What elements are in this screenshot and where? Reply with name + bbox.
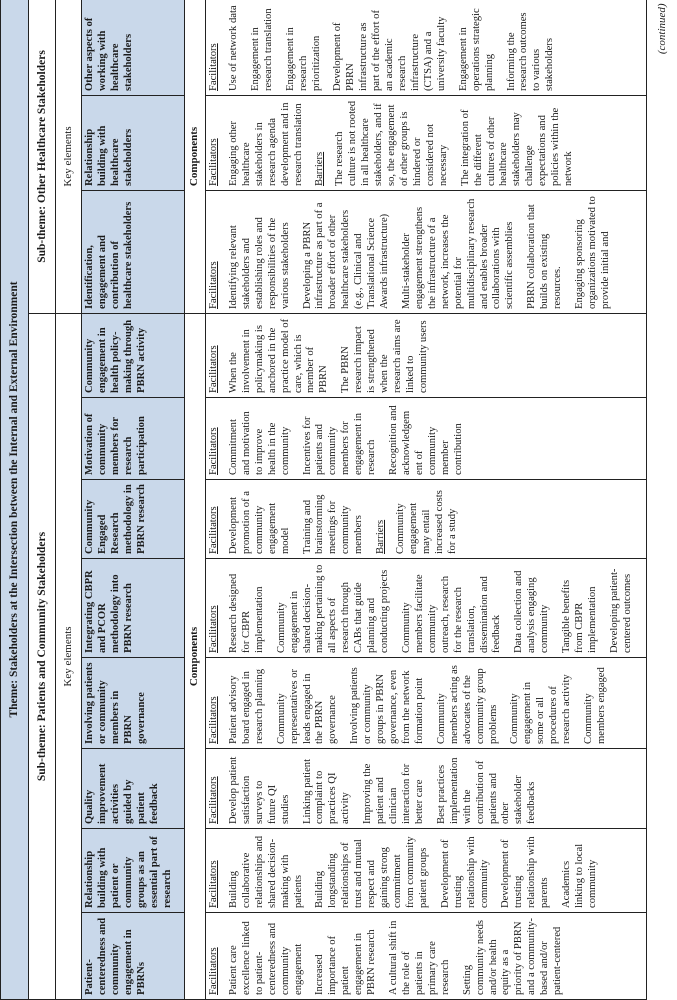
list-item: When the involvement in policymaking is anchored in the practice model of care, which is member of PBRN xyxy=(227,318,330,393)
list-item: Multi-stakeholder engagement strengthens the infrastructure of a network, increases the potential for multidisciplinary research and enables broader collaborations with scientific assemblies xyxy=(400,198,516,309)
list-item: Community members engaged xyxy=(583,667,607,744)
list-item: A cultural shift in the role of patients in primary care research xyxy=(388,920,451,995)
key-elements-label: Key elements xyxy=(56,314,82,1000)
column-content xyxy=(206,398,647,480)
list-item: Engaging sponsoring organizations motivated to provide initial and xyxy=(574,196,611,309)
column-header: Relationship building with healthcare stakeholders xyxy=(82,96,185,191)
column-header-row xyxy=(82,0,185,1000)
subtheme-patients-community: Sub-theme: Patients and Community Stakeholders xyxy=(29,314,56,1000)
section-label: Facilitators xyxy=(208,947,219,995)
components-label: Components xyxy=(185,314,206,1000)
column-header: Community Engaged Research methodology in PBRN research xyxy=(82,480,185,559)
list-item: Academics linking to local community xyxy=(561,843,598,908)
column-header: Relationship building with patient or community groups as an essential part of research xyxy=(82,829,185,913)
list-item: Use of network data xyxy=(227,5,239,91)
column-header: Quality improvement activities guided by patient feedback xyxy=(82,749,185,829)
list-item: Developing patient-centered outcomes xyxy=(608,568,633,653)
section-label: Barriers xyxy=(314,151,326,186)
list-item: Community members facilitate community outreach, research for the research translation, dissemination and feedback xyxy=(400,574,503,653)
list-item: Training and brainstorming meetings for community members xyxy=(301,494,365,554)
column-content xyxy=(206,559,647,658)
list-item: Community engagement in some or all procedures of research activity xyxy=(509,674,573,744)
column-header: Patient-centeredness and community engagement in PBRNs xyxy=(82,913,185,1000)
theme-title: Theme: Stakeholders at the Intersection between the Internal and External Environment xyxy=(1,0,29,1000)
column-header: Motivation of community members for research participation xyxy=(82,398,185,480)
list-item: Incentives for patients and community members for engagement in research xyxy=(301,412,378,475)
section-label: Facilitators xyxy=(208,506,219,554)
list-item: Community engagement in shared decision-making pertaining to all aspects of research through CABs that guide planning and conducting projects xyxy=(275,564,391,653)
section-label: Facilitators xyxy=(208,605,219,653)
list-item: Development of PBRN infrastructure as part of the effort of an academic research infrastructure (CTSA) and a university faculty xyxy=(332,10,447,91)
list-item: Best practices implementation with the contribution of patients and other stakeholder feedbacks xyxy=(435,757,538,824)
list-item: Engagement in operations strategic planning xyxy=(457,8,495,91)
section-label: Facilitators xyxy=(208,43,219,91)
list-item: Patient care excellence linked to patient-centeredness and community engagement xyxy=(227,921,304,995)
list-item: PBRN collaboration that builds on existing resources. xyxy=(526,204,564,309)
list-item: Community representatives or leads engaged in the PBRN governance xyxy=(275,668,339,744)
list-item: The research culture is not rooted in all healthcare stakeholders, and if so, the engagement of other groups is hindered or considered not necessary xyxy=(334,100,449,186)
list-item: Engaging other healthcare stakeholders in research agenda development and in research translation xyxy=(227,102,304,186)
list-item: The PBRN research impact is strengthened when the research aims are linked to community users xyxy=(340,319,429,393)
list-item: Development promotion of a community engagement model xyxy=(227,491,291,554)
list-item: Increased importance of patient engagement in PBRN research xyxy=(314,929,378,995)
section-label: Facilitators xyxy=(208,261,219,309)
list-item: Data collection and analysis engaging community xyxy=(513,570,551,653)
column-header: Community engagement in health policy-making through PBRN activity xyxy=(82,314,185,398)
list-item: Development of trusting relationship with community xyxy=(439,836,490,908)
list-item: Improving the patient and clinician interaction for better care xyxy=(362,763,425,824)
column-header: Integrating CBPR and PCOR methodology into PBRN research xyxy=(82,559,185,658)
key-elements-label: Key elements xyxy=(56,0,82,314)
section-label: Facilitators xyxy=(208,427,219,475)
section-label: Facilitators xyxy=(208,696,219,744)
list-item: Research designed for CBPR implementation xyxy=(227,573,265,653)
list-item: Community engagement may entail increased costs for a study xyxy=(395,490,458,554)
column-content xyxy=(206,96,647,191)
list-item: Building collaborative relationships and shared decision-making with patients xyxy=(227,835,304,908)
components-label: Components xyxy=(185,0,206,314)
list-item: Patient advisory board engaged in research planning xyxy=(227,668,265,744)
list-item: Linking patient complaint to practices QI activity xyxy=(301,758,352,824)
column-content xyxy=(206,191,647,314)
list-item: Community members acting as advocates of the community group problems xyxy=(435,665,499,744)
section-label: Barriers xyxy=(375,519,387,554)
section-label: Facilitators xyxy=(208,860,219,908)
column-header: Involving patients or community members in PBRN governance xyxy=(82,658,185,749)
column-content xyxy=(206,480,647,559)
list-item: Tangible benefits from CBPR implementation xyxy=(561,579,598,653)
column-content xyxy=(206,913,647,1000)
subtheme-healthcare-stakeholders: Sub-theme: Other Healthcare Stakeholders xyxy=(29,0,56,314)
section-label: Facilitators xyxy=(208,138,219,186)
list-item: Engagement in research prioritization xyxy=(284,27,322,91)
list-item: Developing a PBRN infrastructure as part of a broader effort of other healthcare stakeholders (e.g., Clinical and Translational Science Awards infrastructure) xyxy=(301,202,391,309)
list-item: Develop patient satisfaction surveys to future QI studies xyxy=(227,756,291,824)
column-content xyxy=(206,829,647,913)
list-item: Recognition and acknowledgem ent of community member contribution xyxy=(388,405,464,475)
list-item: Setting community needs and/or health equity as a priority of PBRN and a community-based and/or patient-centered xyxy=(461,917,564,995)
list-item: Development of trusting relationship with parents xyxy=(500,836,551,908)
column-content xyxy=(206,314,647,398)
column-header: Identification, engagement and contribution of healthcare stakeholders xyxy=(82,191,185,314)
list-item: Commitment and motivation to improve health in the community xyxy=(227,411,291,475)
column-content xyxy=(206,749,647,829)
content-row xyxy=(206,0,647,1000)
section-label: Facilitators xyxy=(208,776,219,824)
list-item: Informing the research outcomes to various stakeholders xyxy=(505,12,556,91)
section-label: Facilitators xyxy=(208,345,219,393)
list-item: Involving patients or community groups in PBRN governance, even from the network formation point xyxy=(349,667,425,744)
continued-label: (continued) xyxy=(655,3,668,55)
column-content xyxy=(206,0,647,96)
list-item: Engagement in research translation xyxy=(249,8,274,91)
list-item: Identifying relevant stakeholders and establishing roles and responsibilities of the various stakeholders xyxy=(227,217,291,309)
column-header: Other aspects of working with healthcare stakeholders xyxy=(82,0,185,96)
column-content xyxy=(206,658,647,749)
list-item: The integration of the different cultures of other healthcare stakeholders may challenge expectations and policies within the network xyxy=(459,107,575,186)
list-item: Building longstanding relationships of trust and mutual respect and gaining strong commitment from community patient groups xyxy=(314,836,429,908)
